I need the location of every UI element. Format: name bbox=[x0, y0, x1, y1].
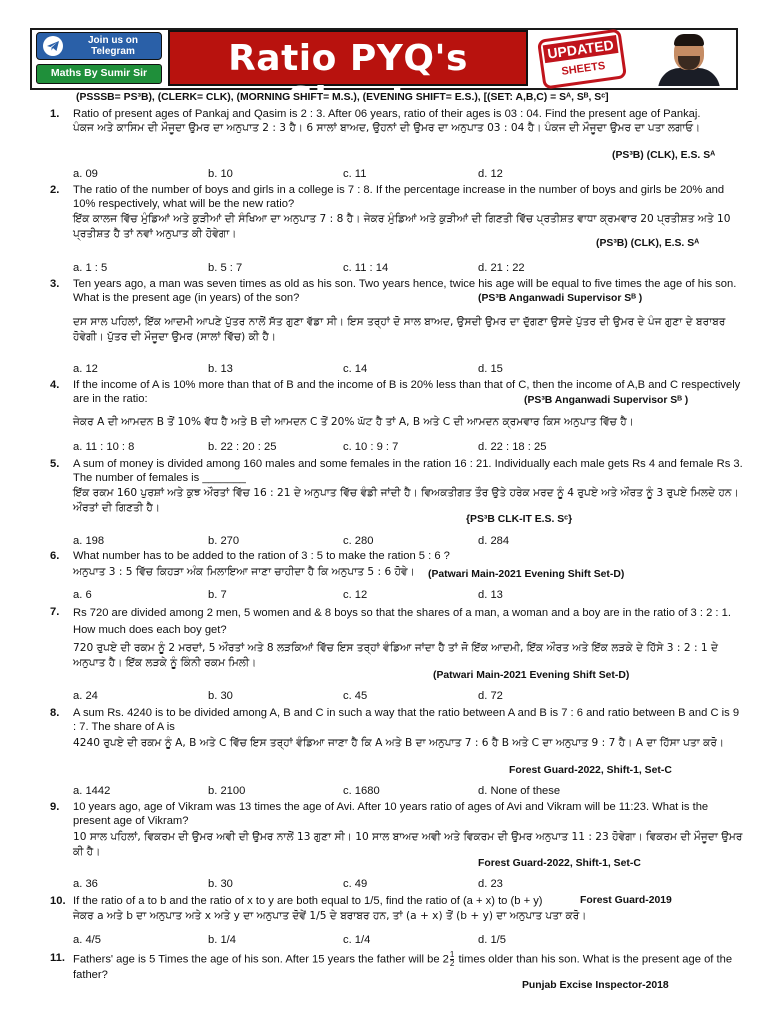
question-text-pa: ਇੱਕ ਰਕਮ 160 ਪੁਰਸ਼ਾਂ ਅਤੇ ਕੁਝ ਔਰਤਾਂ ਵਿੱਚ 16 : 21 ਦੇ ਅਨੁਪਾਤ ਵਿੱਚ ਵੰਡੀ ਜਾਂਦੀ ਹੈ। ਵਿਅਕਤੀਗਤ ਤੌਰ ਉਤੇ ਹਰੇਕ ਮਰਦ ਨੂੰ 4 ਰੁਪਏ ਅਤੇ ਔਰਤ ਨੂੰ 3 ਰੁਪਏ ਮਿਲਦੇ ਹਨ। ਔਰਤਾਂ ਦੀ ਗਿਣਤੀ ਹੈ। bbox=[73, 487, 739, 515]
options-row bbox=[73, 877, 673, 891]
question-source: (PS³B) (CLK), E.S. Sᴬ bbox=[596, 238, 700, 249]
option-b: b. 13 bbox=[208, 363, 233, 375]
question-text-pa: ਜੇਕਰ A ਦੀ ਆਮਦਨ B ਤੋਂ 10% ਵੱਧ ਹੈ ਅਤੇ B ਦੀ ਆਮਦਨ C ਤੋਂ 20% ਘੱਟ ਹੈ ਤਾਂ A, B ਅਤੇ C ਦੀ ਆਮਦਨ ਕ੍ਰਮਵਾਰ ਕਿਸ ਅਨੁਪਾਤ ਵਿੱਚ ਹੈ। bbox=[73, 416, 634, 428]
question-source: {PS³B CLK-IT E.S. Sᶜ} bbox=[466, 514, 573, 525]
option-b: b. 1/4 bbox=[208, 934, 236, 946]
option-b: b. 270 bbox=[208, 535, 240, 547]
question-text-pa: ਅਨੁਪਾਤ 3 : 5 ਵਿੱਚ ਕਿਹੜਾ ਅੰਕ ਮਿਲਾਇਆ ਜਾਣਾ ਚਾਹੀਦਾ ਹੈ ਕਿ ਅਨੁਪਾਤ 5 : 6 ਹੋਵੇ। bbox=[73, 566, 415, 578]
question-number: 1. bbox=[50, 108, 60, 120]
question-source: (PS³B Anganwadi Supervisor Sᴮ ) bbox=[478, 293, 643, 304]
option-d: d. 12 bbox=[478, 168, 503, 180]
question-text-en: 10 years ago, age of Vikram was 13 times the age of Avi. After 10 years ratio of ages of Avi and Vikram will be 11:23. What is the present age of Vikram? bbox=[73, 801, 709, 828]
question-source: Forest Guard-2022, Shift-1, Set-C bbox=[509, 765, 672, 776]
options-row bbox=[73, 588, 673, 602]
question-number: 6. bbox=[50, 550, 60, 562]
options-row bbox=[73, 689, 673, 703]
question-text-pa: 4240 ਰੁਪਏ ਦੀ ਰਕਮ ਨੂੰ A, B ਅਤੇ C ਵਿੱਚ ਇਸ ਤਰ੍ਹਾਂ ਵੰਡਿਆ ਜਾਣਾ ਹੈ ਕਿ A ਅਤੇ B ਦਾ ਅਨੁਪਾਤ 7 : 6 ਹੈ B ਅਤੇ C ਦਾ ਅਨੁਪਾਤ 9 : 7 ਹੈ। A ਦਾ ਹਿੱਸਾ ਪਤਾ ਕਰੋ। bbox=[73, 737, 725, 749]
options-row bbox=[73, 362, 673, 376]
option-a: a. 12 bbox=[73, 363, 98, 375]
question-source: Forest Guard-2022, Shift-1, Set-C bbox=[478, 858, 641, 869]
question-text-en: Ten years ago, a man was seven times as old as his son. Two years hence, twice his age will be equal to five times the age of his son. What is the present age (in years) of the son? bbox=[73, 278, 737, 305]
option-c: c. 11 : 14 bbox=[343, 262, 389, 274]
question-source: (Patwari Main-2021 Evening Shift Set-D) bbox=[428, 569, 625, 580]
option-a: a. 36 bbox=[73, 878, 98, 890]
option-a: a. 24 bbox=[73, 690, 98, 702]
option-b: b. 7 bbox=[208, 589, 227, 601]
option-d: d. 23 bbox=[478, 878, 503, 890]
question-number: 3. bbox=[50, 278, 60, 290]
telegram-icon bbox=[43, 36, 63, 56]
option-a: a. 198 bbox=[73, 535, 105, 547]
option-b: b. 5 : 7 bbox=[208, 262, 243, 274]
question-source: (PS³B) (CLK), E.S. Sᴬ bbox=[612, 150, 716, 161]
option-a: a. 09 bbox=[73, 168, 98, 180]
option-a: a. 1442 bbox=[73, 785, 111, 797]
option-c: c. 1/4 bbox=[343, 934, 371, 946]
option-c: c. 45 bbox=[343, 690, 368, 702]
question-number: 11. bbox=[50, 952, 65, 964]
page-title: Ratio PYQ's Sheet bbox=[228, 38, 468, 121]
option-a: a. 6 bbox=[73, 589, 92, 601]
option-d: d. None of these bbox=[478, 785, 561, 797]
option-d: d. 13 bbox=[478, 589, 503, 601]
question-text-pa: ਦਸ ਸਾਲ ਪਹਿਲਾਂ, ਇੱਕ ਆਦਮੀ ਆਪਣੇ ਪੁੱਤਰ ਨਾਲੋਂ ਸੱਤ ਗੁਣਾ ਵੱਡਾ ਸੀ। ਇਸ ਤਰ੍ਹਾਂ ਦੋ ਸਾਲ ਬਾਅਦ, ਉਸਦੀ ਉਮਰ ਦਾ ਦੁੱਗਣਾ ਉਸਦੇ ਪੁੱਤਰ ਦੀ ਉਮਰ ਦੇ ਪੰਜ ਗੁਣਾ ਦੇ ਬਰਾਬਰ ਹੋਵੇਗੀ। ਪੁੱਤਰ ਦੀ ਮੌਜੂਦਾ ਉਮਰ (ਸਾਲਾਂ ਵਿੱਚ) ਕੀ ਹੈ। bbox=[73, 316, 726, 344]
options-row bbox=[73, 261, 673, 275]
stamp-top-label: UPDATED bbox=[543, 35, 619, 63]
question-source: (PS³B Anganwadi Supervisor Sᴮ ) bbox=[524, 395, 689, 406]
question-text-en: What number has to be added to the ration of 3 : 5 to make the ration 5 : 6 ? bbox=[73, 550, 450, 562]
option-c: c. 49 bbox=[343, 878, 368, 890]
options-row bbox=[73, 784, 673, 798]
question-text-pa: 10 ਸਾਲ ਪਹਿਲਾਂ, ਵਿਕਰਮ ਦੀ ਉਮਰ ਅਵੀ ਦੀ ਉਮਰ ਨਾਲੋਂ 13 ਗੁਣਾ ਸੀ। 10 ਸਾਲ ਬਾਅਦ ਅਵੀ ਅਤੇ ਵਿਕਰਮ ਦੀ ਉਮਰ ਅਨੁਪਾਤ 11 : 23 ਹੋਵੇਗਾ। ਵਿਕਰਮ ਦੀ ਮੌਜੂਦਾ ਉਮਰ ਕੀ ਹੈ। bbox=[73, 831, 743, 859]
question-text-part2: times older than his son. What is the present age of the father? bbox=[73, 953, 733, 981]
question-text-en: Ratio of present ages of Pankaj and Qasim is 2 : 3. After 06 years, ratio of their ages is 03 : 04. Find the present age of Pankaj. bbox=[73, 108, 701, 120]
question-number: 5. bbox=[50, 458, 60, 470]
channel-label: Maths By Sumir Sir bbox=[36, 64, 162, 84]
question-text-en bbox=[73, 951, 743, 982]
options-row bbox=[73, 440, 673, 454]
option-d: d. 15 bbox=[478, 363, 503, 375]
option-d: d. 21 : 22 bbox=[478, 262, 525, 274]
options-row bbox=[73, 933, 673, 947]
option-c: c. 11 bbox=[343, 168, 367, 180]
question-text-pa: ਇੱਕ ਕਾਲਜ ਵਿੱਚ ਮੁੰਡਿਆਂ ਅਤੇ ਕੁੜੀਆਂ ਦੀ ਸੰਖਿਆ ਦਾ ਅਨੁਪਾਤ 7 : 8 ਹੈ। ਜੇਕਰ ਮੁੰਡਿਆਂ ਅਤੇ ਕੁੜੀਆਂ ਦੀ ਗਿਣਤੀ ਵਿੱਚ ਪ੍ਰਤੀਸ਼ਤ ਵਾਧਾ ਕ੍ਰਮਵਾਰ 20 ਪ੍ਰਤੀਸ਼ਤ ਅਤੇ 10 ਪ੍ਰਤੀਸ਼ਤ ਹੈ ਤਾਂ ਨਵਾਂ ਅਨੁਪਾਤ ਕੀ ਹੋਵੇਗਾ। bbox=[73, 213, 731, 241]
option-d: d. 1/5 bbox=[478, 934, 506, 946]
question-text-part1: Fathers' age is 5 Times the age of his son. After 15 years the father will be 2 bbox=[73, 953, 449, 966]
option-d: d. 22 : 18 : 25 bbox=[478, 441, 547, 453]
option-b: b. 30 bbox=[208, 690, 233, 702]
fraction-denominator: 2 bbox=[449, 959, 455, 968]
option-c: c. 280 bbox=[343, 535, 374, 547]
options-row bbox=[73, 534, 673, 548]
question-number: 7. bbox=[50, 606, 60, 618]
author-avatar bbox=[650, 32, 730, 86]
question-text-en: If the income of A is 10% more than that of B and the income of B is 20% less than that of C, then the income of A,B and C respectively are in the ratio: bbox=[73, 379, 741, 406]
option-d: d. 72 bbox=[478, 690, 503, 702]
option-c: c. 10 : 9 : 7 bbox=[343, 441, 399, 453]
question-text-pa: 720 ਰੁਪਏ ਦੀ ਰਕਮ ਨੂੰ 2 ਮਰਦਾਂ, 5 ਔਰਤਾਂ ਅਤੇ 8 ਲੜਕਿਆਂ ਵਿੱਚ ਇਸ ਤਰ੍ਹਾਂ ਵੰਡਿਆ ਜਾਂਦਾ ਹੈ ਤਾਂ ਜੋ ਇੱਕ ਆਦਮੀ, ਇੱਕ ਔਰਤ ਅਤੇ ਇੱਕ ਲੜਕੇ ਦੇ ਹਿੱਸੇ 3 : 2 : 1 ਦੇ ਅਨੁਪਾਤ ਹੈ। ਇੱਕ ਲੜਕੇ ਨੂੰ ਕਿੰਨੀ ਰਕਮ ਮਿਲੀ। bbox=[73, 642, 718, 670]
telegram-button[interactable] bbox=[36, 32, 162, 60]
question-text-pa: ਪੰਕਜ ਅਤੇ ਕਾਸਿਮ ਦੀ ਮੌਜੂਦਾ ਉਮਰ ਦਾ ਅਨੁਪਾਤ 2 : 3 ਹੈ। 6 ਸਾਲਾਂ ਬਾਅਦ, ਉਹਨਾਂ ਦੀ ਉਮਰ ਦਾ ਅਨੁਪਾਤ 03 : 04 ਹੈ। ਪੰਕਜ ਦੀ ਮੌਜੂਦਾ ਉਮਰ ਦਾ ਪਤਾ ਲਗਾਓ। bbox=[73, 122, 701, 134]
stamp-bottom-label: SHEETS bbox=[560, 59, 607, 78]
question-number: 8. bbox=[50, 707, 60, 719]
option-b: b. 10 bbox=[208, 168, 233, 180]
question-source: Forest Guard-2019 bbox=[580, 895, 672, 906]
question-number: 10. bbox=[50, 895, 66, 907]
option-b: b. 2100 bbox=[208, 785, 246, 797]
question-source: Punjab Excise Inspector-2018 bbox=[522, 980, 669, 991]
option-a: a. 1 : 5 bbox=[73, 262, 108, 274]
abbreviation-legend: (PSSSB= PS³B), (CLERK= CLK), (MORNING SHIFT= M.S.), (EVENING SHIFT= E.S.), [(SET: A,B,C) = Sᴬ, Sᴮ, Sᶜ] bbox=[76, 92, 609, 103]
question-source: (Patwari Main-2021 Evening Shift Set-D) bbox=[433, 670, 630, 681]
question-text-en: A sum Rs. 4240 is to be divided among A, B and C in such a way that the ratio between A and B is 7 : 6 and ratio between B and C is 9 : 7. The share of A is bbox=[73, 707, 740, 734]
question-number: 9. bbox=[50, 801, 60, 813]
option-a: a. 11 : 10 : 8 bbox=[73, 441, 135, 453]
fraction-numerator: 1 bbox=[449, 950, 455, 959]
question-text-en: If the ratio of a to b and the ratio of x to y are both equal to 1/5, find the ratio of (a + x) to (b + y) bbox=[73, 895, 543, 907]
question-text-en: A sum of money is divided among 160 males and some females in the ration 16 : 21. Individually each male gets Rs 4 and female Rs 3. The number of females is _______ bbox=[73, 458, 743, 485]
option-a: a. 4/5 bbox=[73, 934, 101, 946]
question-text-pa: ਜੇਕਰ a ਅਤੇ b ਦਾ ਅਨੁਪਾਤ ਅਤੇ x ਅਤੇ y ਦਾ ਅਨੁਪਾਤ ਦੋਵੇਂ 1/5 ਦੇ ਬਰਾਬਰ ਹਨ, ਤਾਂ (a + x) ਤੋਂ (b + y) ਦਾ ਅਨੁਪਾਤ ਪਤਾ ਕਰੋ। bbox=[73, 910, 587, 922]
fraction bbox=[450, 951, 454, 968]
question-number: 2. bbox=[50, 184, 60, 196]
option-c: c. 12 bbox=[343, 589, 368, 601]
option-c: c. 1680 bbox=[343, 785, 380, 797]
telegram-label: Join us on Telegram bbox=[88, 35, 138, 57]
option-c: c. 14 bbox=[343, 363, 368, 375]
question-text-en: The ratio of the number of boys and girls in a college is 7 : 8. If the percentage increase in the number of boys and girls be 20% and 10% respectively, what will be the new ratio? bbox=[73, 184, 725, 211]
question-text-en: Rs 720 are divided among 2 men, 5 women and & 8 boys so that the shares of a man, a woman and a boy are in the ratio of 3 : 2 : 1. How much does each boy get? bbox=[73, 607, 731, 637]
option-d: d. 284 bbox=[478, 535, 510, 547]
option-b: b. 22 : 20 : 25 bbox=[208, 441, 277, 453]
option-b: b. 30 bbox=[208, 878, 233, 890]
options-row bbox=[73, 167, 673, 181]
question-number: 4. bbox=[50, 379, 60, 391]
